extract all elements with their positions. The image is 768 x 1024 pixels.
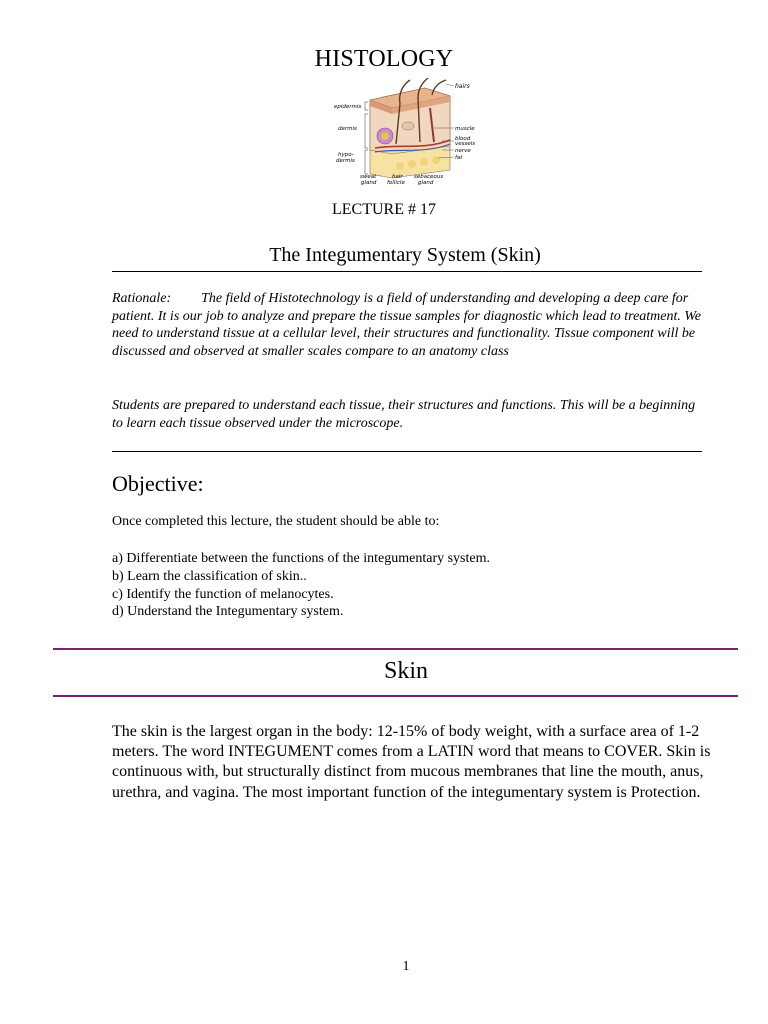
hypodermis-bracket: [365, 150, 368, 174]
label-hypodermis-line2: dermis: [336, 158, 355, 164]
objective-intro: Once completed this lecture, the student should be able to:: [112, 514, 440, 529]
lecture-number: LECTURE # 17: [332, 201, 436, 218]
label-sebaceous-line2: gland: [418, 180, 434, 186]
skin-paragraph: The skin is the largest organ in the body: 12-15% of body weight, with a surface area of 1-2 meters. The word INTEGUMENT comes from a LATIN word that means to COVER. Skin is continuous with, but structurally distinct from mucous membranes that line the mouth, anus, urethra, and vagina. The most important function of the integumentary system is Protection.: [112, 723, 711, 801]
objective-heading: Objective:: [112, 471, 204, 496]
skin-diagram-figure: [330, 78, 480, 188]
label-sweat-line2: gland: [361, 180, 377, 186]
label-dermis: dermis: [338, 126, 357, 132]
section-rule-top: [53, 648, 738, 650]
page-number: 1: [402, 959, 410, 974]
label-hair-follicle-line1: hair: [392, 174, 403, 180]
label-sebaceous-line1: sebaceous: [414, 174, 444, 180]
divider-rule: [112, 451, 702, 452]
dermis-bracket: [365, 114, 368, 148]
label-hair-follicle-line2: follicle: [387, 180, 405, 186]
gland-core: [381, 132, 389, 140]
label-hypodermis-line1: hypo-: [338, 152, 354, 158]
label-sweat-line1: sweat: [360, 174, 377, 180]
label-fat: fat: [455, 155, 463, 161]
objective-item: a) Differentiate between the functions of the integumentary system.: [112, 551, 490, 566]
fat-lobule: [396, 162, 404, 170]
epidermis-bracket: [365, 102, 368, 110]
leader-line: [446, 84, 454, 86]
label-muscle: muscle: [455, 126, 475, 132]
section-rule-bottom: [53, 695, 738, 697]
objective-item: d) Understand the Integumentary system.: [112, 604, 344, 620]
fat-lobule: [432, 156, 440, 164]
lecture-subject: The Integumentary System (Skin): [269, 244, 541, 266]
objective-item: b) Learn the classification of skin..: [112, 568, 307, 584]
objective-item: c) Identify the function of melanocytes.: [112, 586, 334, 602]
label-blood-line2: vessels: [455, 141, 476, 147]
label-epidermis: epidermis: [334, 104, 362, 110]
skin-heading: Skin: [383, 658, 428, 684]
label-blood-line1: blood: [455, 136, 471, 142]
objective-list: [112, 550, 490, 621]
document-title: HISTOLOGY: [314, 46, 454, 72]
rationale-label: Rationale: [112, 291, 167, 306]
rationale-text: The field of Histotechnology is a field of understanding and developing a deep care for patient. It is our job to analyze and prepare the tissue samples for diagnostic which lead to treatment. We need to understand tissue at a cellular level, their structures and functionality. Tissue component will be discussed and observed at smaller scales compare to an anatomy class: [112, 291, 701, 359]
label-hairs: hairs: [455, 83, 470, 90]
divider-rule: [112, 271, 702, 272]
label-nerve: nerve: [455, 148, 471, 154]
fat-lobule: [408, 160, 416, 168]
rationale-colon: :: [166, 291, 172, 306]
sebaceous-gland-shape: [402, 122, 414, 130]
fat-lobule: [420, 158, 428, 166]
students-paragraph: Students are prepared to understand each tissue, their structures and functions. This will be a beginning to learn each tissue observed under the microscope.: [112, 398, 696, 431]
rationale-paragraph: [112, 290, 704, 360]
